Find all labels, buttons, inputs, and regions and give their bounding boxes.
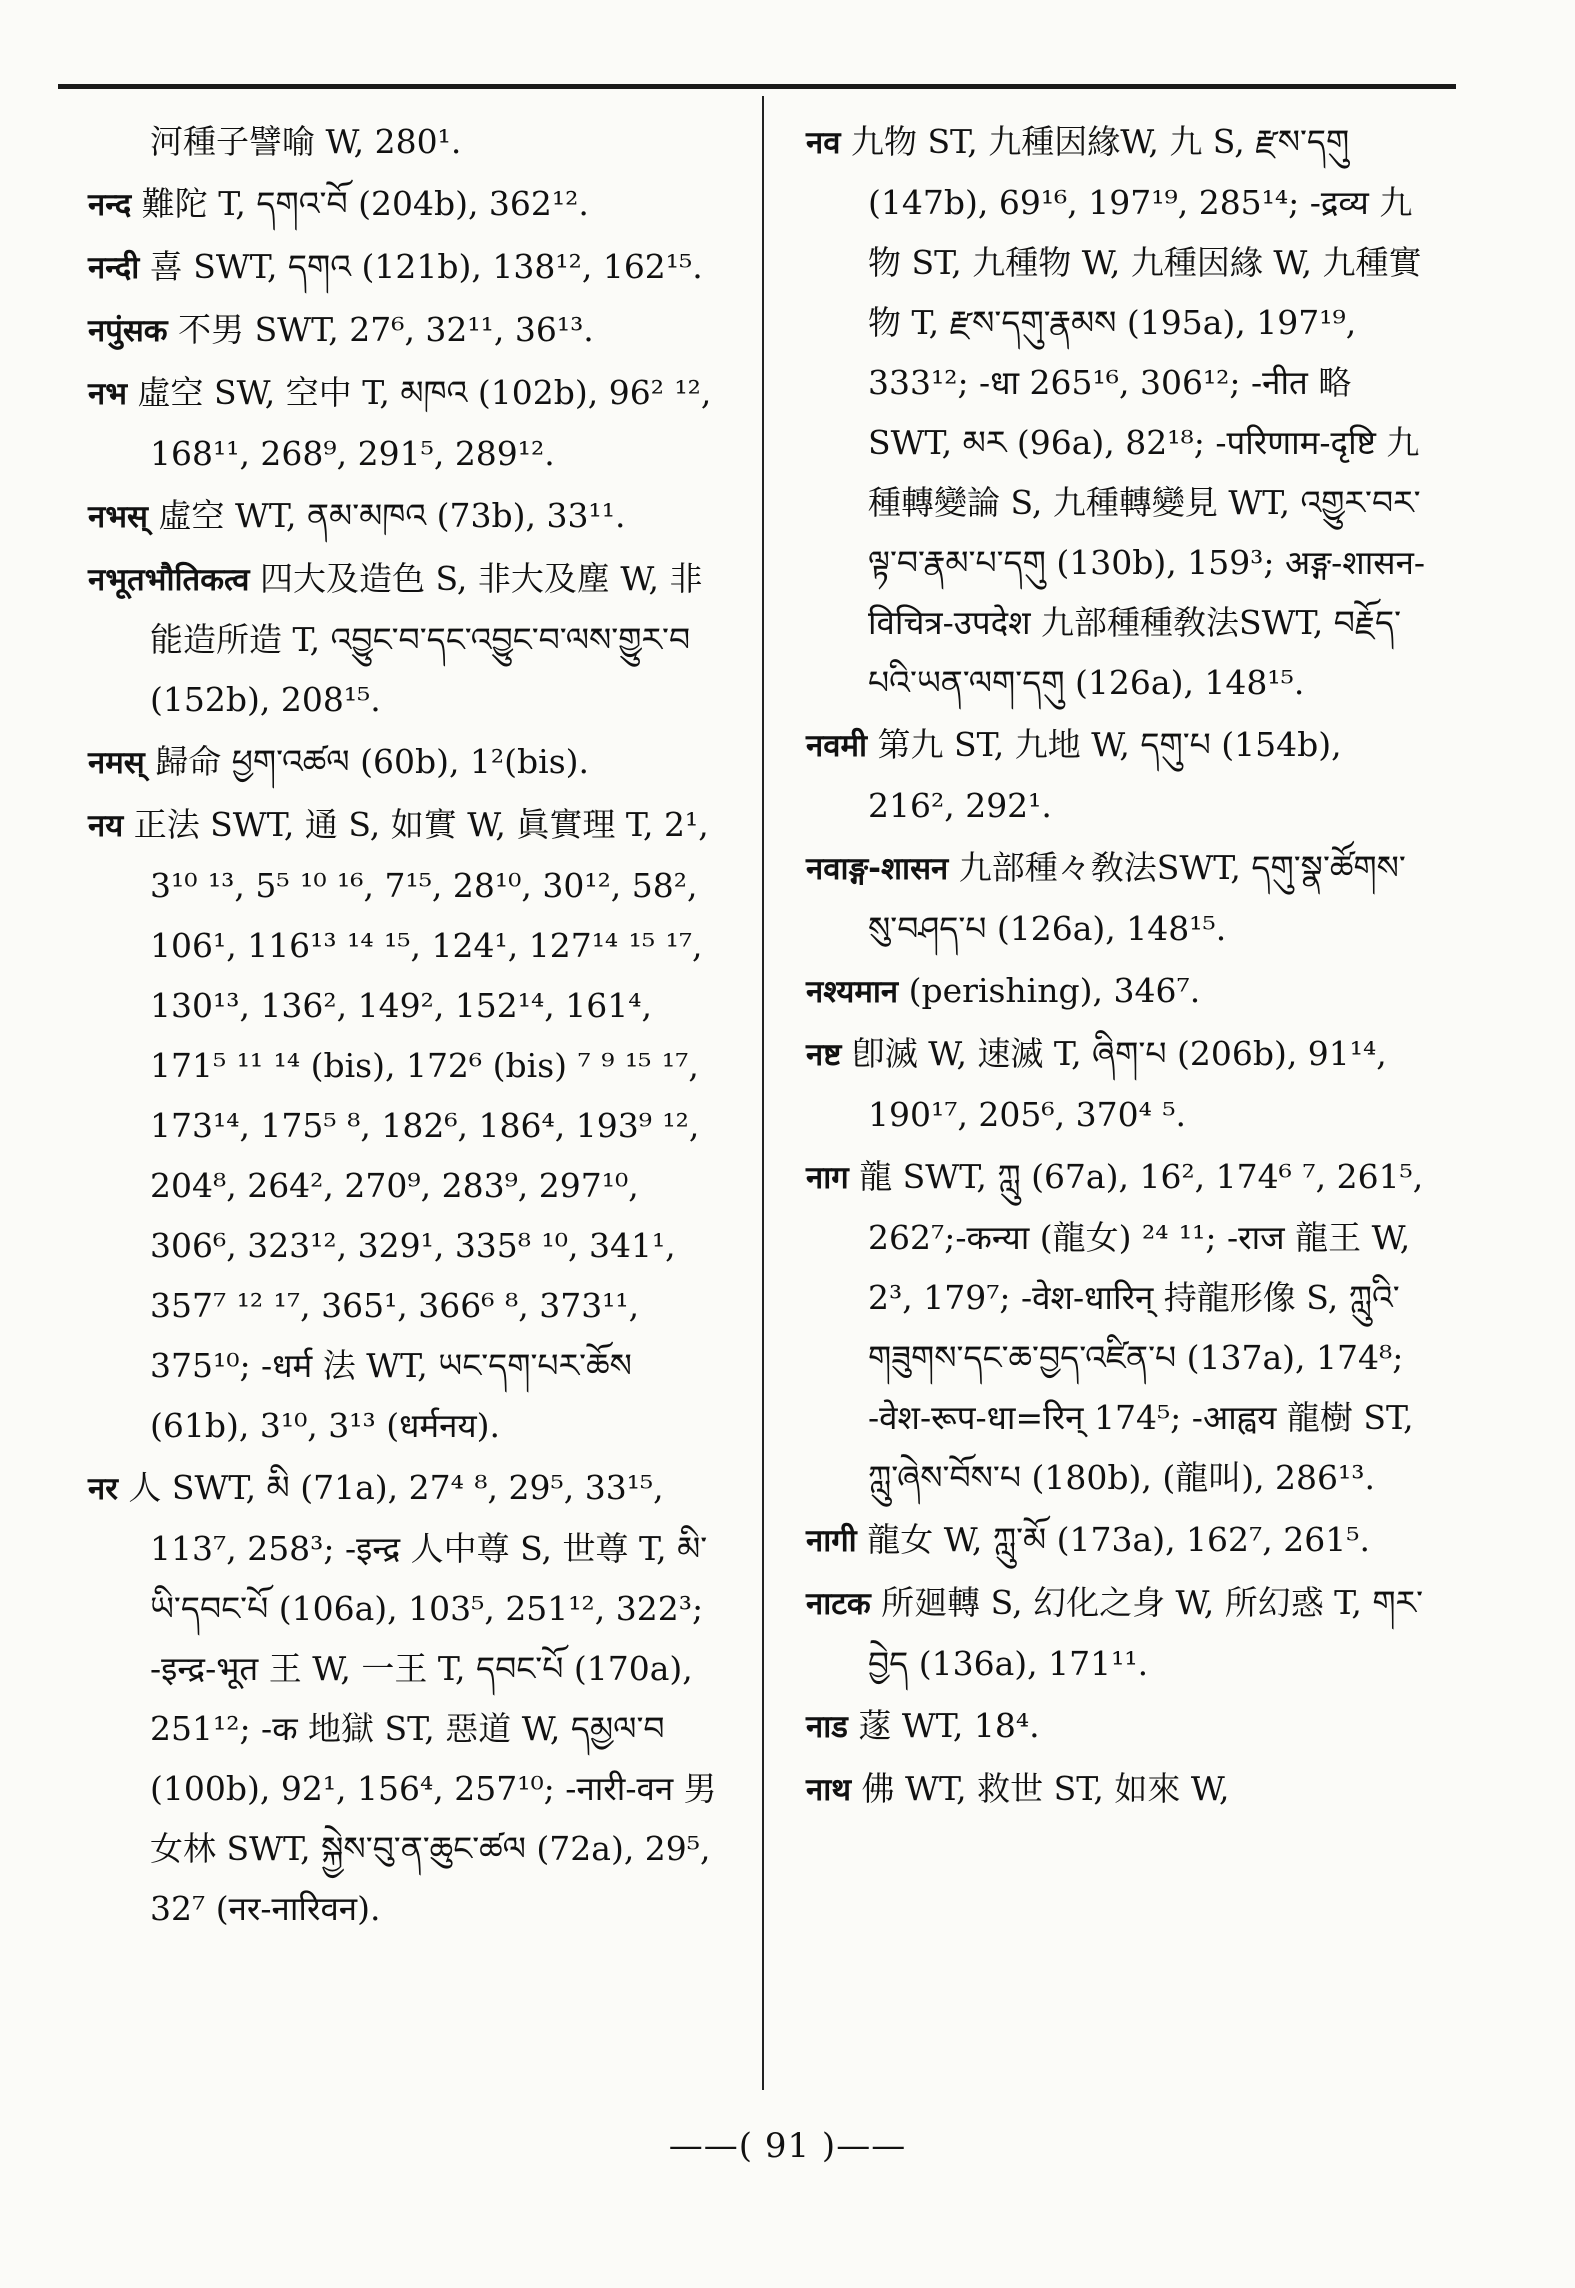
- entry-text: 卽滅 W, 速滅 T, ཞིག་པ (206b), 91¹⁴, 190¹⁷, 205⁶, 370⁴ ⁵.: [851, 1034, 1387, 1134]
- dictionary-entry: [806, 1759, 1432, 1820]
- dictionary-entry: [88, 174, 724, 235]
- entry-lemma: नाग: [806, 1160, 849, 1196]
- top-rule: [58, 84, 1456, 89]
- dictionary-entry: [88, 363, 724, 484]
- dictionary-entry: [88, 300, 724, 361]
- entry-lemma: नव: [806, 125, 841, 161]
- entry-lemma: नाथ: [806, 1772, 852, 1808]
- page-footer: ——( 91 )——: [668, 2126, 907, 2166]
- entry-text: 佛 WT, 救世 ST, 如來 W,: [861, 1769, 1230, 1808]
- dictionary-entry: [88, 795, 724, 1456]
- entry-text: 第九 ST, 九地 W, དགུ་པ (154b), 216², 292¹.: [868, 725, 1342, 825]
- entry-lemma: नागी: [806, 1523, 857, 1559]
- entry-text: 人 SWT, མི (71a), 27⁴ ⁸, 29⁵, 33¹⁵, 113⁷, 258³; -इन्द्र 人中尊 S, 世尊 T, མི་ཡི་དབང་པོ (106a), 103⁵, 251¹², 322³; -इन्द्र-भूत 王 W, 一王 T, དབང་པོ (170a), 251¹²; -क 地獄 ST, 惡道 W, དམྱལ་བ (100b), 92¹, 156⁴, 257¹⁰; -नारी-वन 男女林 SWT, སྐྱེས་བུ་ན་ཆུང་ཚལ (72a), 29⁵, 32⁷ (नर-नारिवन).: [128, 1468, 717, 1928]
- entry-text: 喜 SWT, དགའ (121b), 138¹², 162¹⁵.: [149, 247, 703, 286]
- entry-text: 難陀 T, དགའ་བོ (204b), 362¹².: [141, 184, 589, 223]
- entry-text: 四大及造色 S, 非大及塵 W, 非能造所造 T, འབྱུང་བ་དང་འབྱུང་བ་ལས་གྱུར་བ (152b), 208¹⁵.: [150, 559, 703, 719]
- dictionary-entry: [88, 1458, 724, 1939]
- entry-lemma: नवाङ्ग-शासन: [806, 851, 949, 887]
- dictionary-entry: [806, 838, 1432, 959]
- dictionary-entry: [806, 1696, 1432, 1757]
- dictionary-entry: [806, 1147, 1432, 1508]
- column-divider: [762, 96, 764, 2090]
- entry-text: 蓫 WT, 18⁴.: [858, 1706, 1040, 1745]
- entry-lemma: नर: [88, 1471, 118, 1507]
- entry-lemma: नष्ट: [806, 1037, 842, 1073]
- entry-lemma: नाटक: [806, 1586, 871, 1622]
- entry-text: 龍 SWT, ཀླུ (67a), 16², 174⁶ ⁷, 261⁵, 262⁷;-कन्या (龍女) ²⁴ ¹¹; -राज 龍王 W, 2³, 179⁷; -वेश-धारिन् 持龍形像 S, ཀླུའི་གཟུགས་དང་ཆ་བྱད་འཛིན་པ (137a), 174⁸; -वेश-रूप-धा=रिन् 174⁵; -आह्वय 龍樹 ST, ཀླུ་ཞེས་བོས་པ (180b), (龍叫), 286¹³.: [859, 1157, 1424, 1497]
- dictionary-entry: [88, 732, 724, 793]
- entry-text: (perishing), 346⁷.: [908, 971, 1201, 1010]
- dictionary-entry: [806, 1510, 1432, 1571]
- entry-lemma: नपुंसक: [88, 313, 168, 349]
- dictionary-entry: [88, 237, 724, 298]
- dictionary-entry: [806, 1573, 1432, 1694]
- dictionary-entry: [806, 1024, 1432, 1145]
- entry-lemma: नाड: [806, 1709, 848, 1745]
- entry-text: 龍女 W, ཀླུ་མོ (173a), 162⁷, 261⁵.: [867, 1520, 1370, 1559]
- entry-lemma: नन्द: [88, 187, 132, 223]
- entry-text: 正法 SWT, 通 S, 如實 W, 眞實理 T, 2¹, 3¹⁰ ¹³, 5⁵ ¹⁰ ¹⁶, 7¹⁵, 28¹⁰, 30¹², 58², 106¹, 116¹³ ¹⁴ ¹⁵, 124¹, 127¹⁴ ¹⁵ ¹⁷, 130¹³, 136², 149², 152¹⁴, 161⁴, 171⁵ ¹¹ ¹⁴ (bis), 172⁶ (bis) ⁷ ⁹ ¹⁵ ¹⁷, 173¹⁴, 175⁵ ⁸, 182⁶, 186⁴, 193⁹ ¹², 204⁸, 264², 270⁹, 283⁹, 297¹⁰, 306⁶, 323¹², 329¹, 335⁸ ¹⁰, 341¹, 357⁷ ¹² ¹⁷, 365¹, 366⁶ ⁸, 373¹¹, 375¹⁰; -धर्म 法 WT, ཡང་དག་པར་ཆོས (61b), 3¹⁰, 3¹³ (धर्मनय).: [133, 805, 709, 1445]
- entry-text: 歸命 ཕྱག་འཚལ (60b), 1²(bis).: [155, 742, 590, 781]
- entry-text: 九物 ST, 九種因緣W, 九 S, རྫས་དགུ (147b), 69¹⁶, 197¹⁹, 285¹⁴; -द्रव्य 九物 ST, 九種物 W, 九種因緣 W, 九種實物 T, རྫས་དགུ་རྣམས (195a), 197¹⁹, 333¹²; -धा 265¹⁶, 306¹²; -नीत 略SWT, མར (96a), 82¹⁸; -परिणाम-दृष्टि 九種轉變論 S, 九種轉變見 WT, འགྱུར་བར་ལྟ་བ་རྣམ་པ་དགུ (130b), 159³; अङ्ग-शासन-विचित्र-उपदेश 九部種種敎法SWT, བརྗོད་པའི་ཡན་ལག་དགུ (126a), 148¹⁵.: [850, 122, 1426, 702]
- dictionary-entry: [88, 549, 724, 730]
- left-column: [88, 112, 724, 1941]
- right-column: [806, 112, 1432, 1822]
- entry-lemma: नभूतभौतिकत्व: [88, 562, 250, 598]
- dictionary-entry: [806, 112, 1432, 713]
- entry-lemma: नभ: [88, 376, 127, 412]
- entry-text: 虛空 SW, 空中 T, མཁའ (102b), 96² ¹², 168¹¹, 268⁹, 291⁵, 289¹².: [137, 373, 712, 473]
- dictionary-entry: [806, 961, 1432, 1022]
- entry-lemma: नभस्: [88, 499, 148, 535]
- entry-lemma: नन्दी: [88, 250, 140, 286]
- dictionary-entry: 河種子譬喻 W, 280¹.: [150, 122, 462, 161]
- entry-text: 虛空 WT, ནམ་མཁའ (73b), 33¹¹.: [158, 496, 626, 535]
- entry-lemma: नमस्: [88, 745, 145, 781]
- entry-text: 所廻轉 S, 幻化之身 W, 所幻惑 T, གར་བྱེད (136a), 171¹¹.: [868, 1583, 1424, 1683]
- entry-lemma: नय: [88, 808, 124, 844]
- entry-lemma: नश्यमान: [806, 974, 899, 1010]
- dictionary-entry: [88, 486, 724, 547]
- entry-text: 不男 SWT, 27⁶, 32¹¹, 36¹³.: [178, 310, 594, 349]
- entry-text: 九部種々敎法SWT, དགུ་སྣ་ཚོགས་སུ་བཤད་པ (126a), 148¹⁵.: [868, 848, 1406, 948]
- dictionary-entry: [806, 715, 1432, 836]
- entry-lemma: नवमी: [806, 728, 868, 764]
- page-number: 91: [764, 2126, 811, 2166]
